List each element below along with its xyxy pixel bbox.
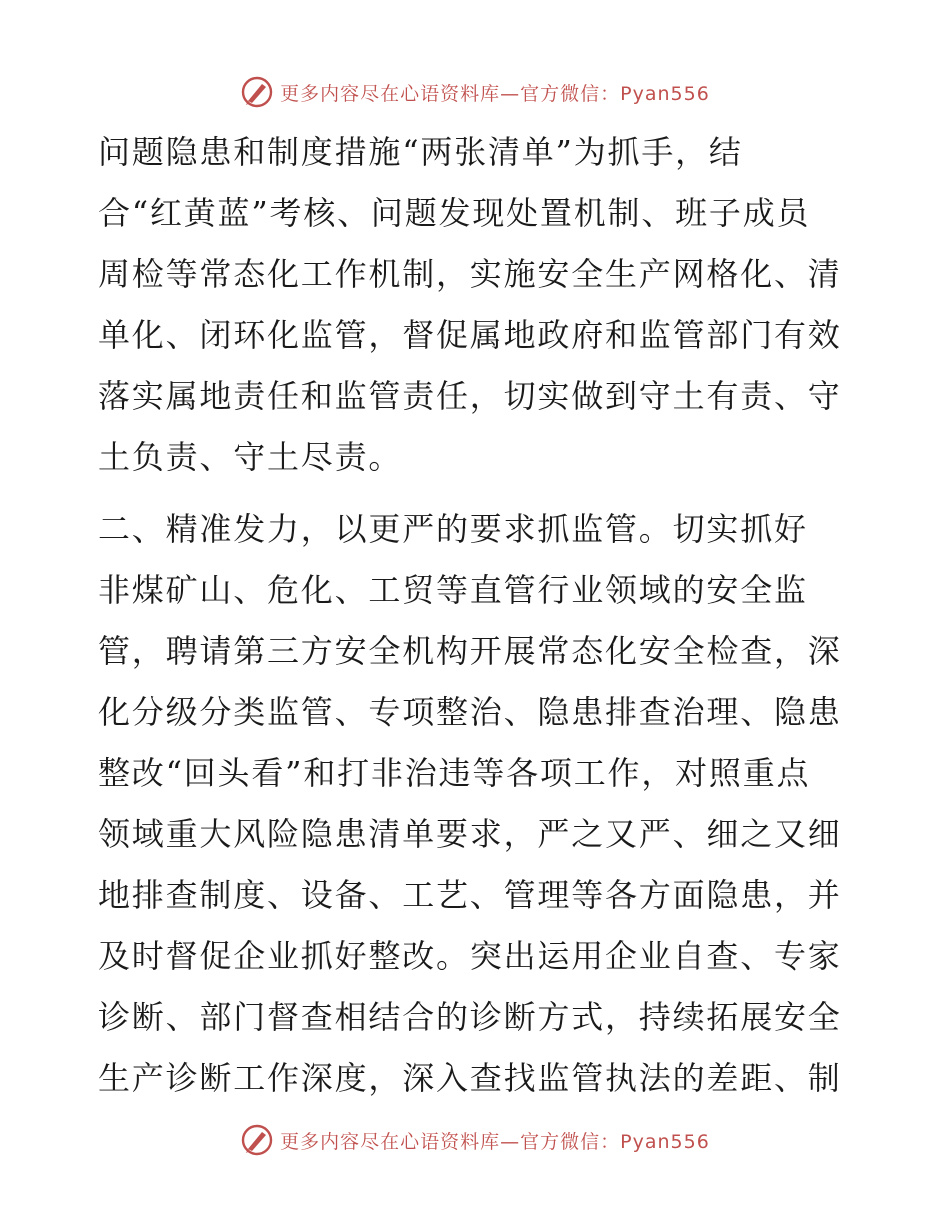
text-line: 落实属地责任和监管责任，切实做到守土有责、守 [98, 377, 842, 415]
text-line: 诊断、部门督查相结合的诊断方式，持续拓展安全 [98, 998, 842, 1036]
text-line: 地排查制度、设备、工艺、管理等各方面隐患，并 [98, 876, 842, 914]
watermark-text: 更多内容尽在心语资料库—官方微信：Pyan556 [280, 82, 710, 105]
pen-logo-icon [240, 75, 274, 109]
text-line: 土负责、守土尽责。 [98, 438, 403, 476]
paragraph [98, 122, 858, 488]
text-line: 二、精准发力，以更严的要求抓监管。切实抓好 [98, 510, 808, 548]
text-line: 单化、闭环化监管，督促属地政府和监管部门有效 [98, 316, 842, 354]
pen-logo-icon [240, 1123, 274, 1157]
header-watermark [0, 72, 950, 112]
text-line: 问题隐患和制度措施“两张清单”为抓手，结 [98, 133, 743, 171]
text-line: 生产诊断工作深度，深入查找监管执法的差距、制 [98, 1059, 842, 1097]
text-line: 管，聘请第三方安全机构开展常态化安全检查，深 [98, 632, 842, 670]
document-body [98, 122, 858, 1109]
paragraph [98, 499, 858, 1109]
watermark-text: 更多内容尽在心语资料库—官方微信：Pyan556 [280, 1130, 710, 1153]
text-line: 合“红黄蓝”考核、问题发现处置机制、班子成员 [98, 194, 811, 232]
text-line: 非煤矿山、危化、工贸等直管行业领域的安全监 [98, 571, 808, 609]
text-line: 化分级分类监管、专项整治、隐患排查治理、隐患 [98, 693, 842, 731]
text-line: 周检等常态化工作机制，实施安全生产网格化、清 [98, 255, 842, 293]
text-line: 及时督促企业抓好整改。突出运用企业自查、专家 [98, 937, 842, 975]
footer-watermark [0, 1120, 950, 1160]
text-line: 整改“回头看”和打非治违等各项工作，对照重点 [98, 754, 811, 792]
text-line: 领域重大风险隐患清单要求，严之又严、细之又细 [98, 815, 842, 853]
